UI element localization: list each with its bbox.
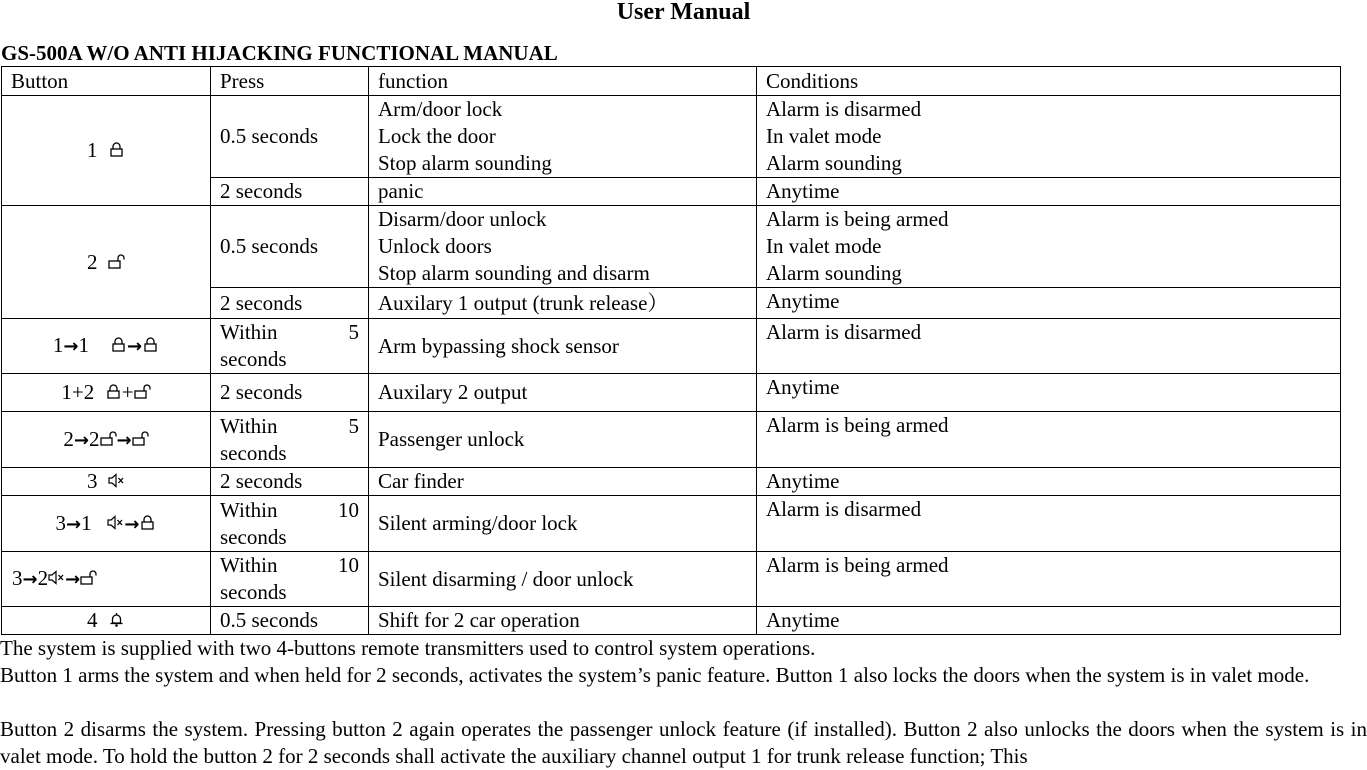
lock-icon	[110, 336, 127, 353]
plus-sign: +	[121, 380, 134, 404]
press-line	[220, 413, 359, 440]
function-cell: panic	[369, 178, 757, 206]
arrow-icon: →	[73, 429, 89, 451]
button-number: 4	[87, 608, 98, 632]
table-row	[2, 319, 1341, 374]
table-header-row	[2, 67, 1341, 96]
paragraph: Button 1 arms the system and when held for 2 seconds, activates the system’s panic feature. Button 1 also locks the doors when the system is in valet mode.	[0, 663, 1310, 687]
button-number: 1	[78, 333, 89, 357]
condition-cell: Alarm is disarmed	[757, 496, 1341, 552]
button-number: 2	[87, 249, 98, 274]
button-number: 2	[89, 426, 100, 451]
table-row	[2, 412, 1341, 468]
button-number: 3	[87, 469, 98, 493]
lock-icon	[105, 383, 122, 400]
press-cell: 2 seconds	[211, 288, 369, 319]
manual-subtitle: GS-500A W/O ANTI HIJACKING FUNCTIONAL MANUAL	[1, 41, 558, 65]
condition-line: In valet mode	[766, 124, 882, 148]
press-value: 5	[348, 320, 359, 344]
function-line: Unlock doors	[378, 234, 492, 258]
condition-cell: Anytime	[757, 607, 1341, 635]
table-row	[2, 206, 1341, 288]
press-word: Within	[220, 413, 278, 438]
unlock-icon	[100, 430, 117, 447]
arrow-icon: →	[127, 336, 143, 357]
press-cell	[211, 552, 369, 607]
condition-cell: Alarm is being armed	[757, 552, 1341, 607]
press-line: seconds	[220, 580, 287, 604]
press-line	[220, 497, 359, 524]
table-row	[2, 468, 1341, 496]
condition-line: Alarm sounding	[766, 261, 902, 285]
function-cell: Silent disarming / door unlock	[369, 552, 757, 607]
button-cell	[2, 412, 211, 468]
press-word: Within	[220, 320, 278, 344]
condition-cell: Anytime	[757, 288, 1341, 319]
bell-icon	[108, 611, 125, 628]
condition-cell	[757, 96, 1341, 178]
press-line: seconds	[220, 524, 287, 549]
button-cell	[2, 374, 211, 412]
unlock-icon	[132, 430, 149, 447]
button-number: 1	[52, 333, 64, 357]
function-cell: Car finder	[369, 468, 757, 496]
header-press: Press	[211, 67, 369, 96]
function-cell: Auxilary 2 output	[369, 374, 757, 412]
function-cell: Arm bypassing shock sensor	[369, 319, 757, 374]
press-line: seconds	[220, 440, 287, 465]
condition-line: Alarm is being armed	[766, 207, 949, 231]
button-cell	[2, 319, 211, 374]
page-title: User Manual	[616, 0, 751, 25]
press-value: 10	[338, 497, 359, 522]
function-line: Disarm/door unlock	[378, 207, 547, 231]
lock-icon	[139, 514, 156, 531]
press-cell: 2 seconds	[211, 178, 369, 206]
press-cell: 2 seconds	[211, 374, 369, 412]
function-cell	[369, 206, 757, 288]
press-line	[220, 319, 359, 346]
header-button: Button	[2, 67, 211, 96]
press-cell: 0.5 seconds	[211, 607, 369, 635]
press-value: 10	[338, 553, 359, 577]
function-cell: Passenger unlock	[369, 412, 757, 468]
arrow-icon: →	[124, 513, 140, 535]
arrow-icon: →	[66, 513, 82, 535]
press-cell	[211, 496, 369, 552]
condition-cell: Alarm is disarmed	[757, 319, 1341, 374]
function-cell: Silent arming/door lock	[369, 496, 757, 552]
arrow-icon: →	[116, 429, 132, 451]
paragraph: Button 2 disarms the system. Pressing button 2 again operates the passenger unlock feature (if installed). Button 2 also unlocks the doors when the system is in valet mode. To hold the button 2 for 2 seconds shall activate the auxiliary channel output 1 for trunk release function; This	[0, 717, 1367, 768]
condition-line: In valet mode	[766, 234, 882, 258]
press-word: Within	[220, 553, 278, 577]
table-row	[2, 607, 1341, 635]
press-cell: 0.5 seconds	[211, 206, 369, 288]
condition-cell: Anytime	[757, 374, 1341, 412]
button-cell	[2, 496, 211, 552]
lock-icon	[142, 336, 159, 353]
condition-cell: Alarm is being armed	[757, 412, 1341, 468]
button-cell	[2, 468, 211, 496]
function-line: Arm/door lock	[378, 97, 503, 121]
button-number: 3	[55, 510, 67, 535]
condition-line: Alarm sounding	[766, 151, 902, 175]
press-cell	[211, 412, 369, 468]
press-value: 5	[348, 413, 359, 438]
condition-cell	[757, 206, 1341, 288]
function-line: Lock the door	[378, 124, 496, 148]
table-row	[2, 374, 1341, 412]
button-number: 2	[63, 426, 74, 451]
table-row	[2, 496, 1341, 552]
function-cell	[369, 96, 757, 178]
button-number: 1	[87, 138, 98, 162]
paragraph: The system is supplied with two 4-buttons remote transmitters used to control system operations.	[0, 636, 816, 660]
button-number: 1	[81, 510, 92, 535]
button-cell	[2, 206, 211, 319]
unlock-icon	[80, 569, 97, 586]
function-line: Stop alarm sounding	[378, 151, 552, 175]
unlock-icon	[108, 253, 125, 270]
function-cell: Auxilary 1 output (trunk release）	[369, 288, 757, 319]
press-word: Within	[220, 497, 278, 522]
lock-icon	[108, 141, 125, 158]
press-cell	[211, 319, 369, 374]
button-number: 2	[37, 566, 49, 590]
table-row	[2, 96, 1341, 178]
arrow-icon: →	[63, 336, 79, 357]
button-number: 3	[12, 566, 23, 590]
function-cell: Shift for 2 car operation	[369, 607, 757, 635]
table-row	[2, 552, 1341, 607]
header-function: function	[369, 67, 757, 96]
press-cell: 2 seconds	[211, 468, 369, 496]
header-conditions: Conditions	[757, 67, 1341, 96]
button-number: 1+2	[61, 380, 95, 404]
button-cell	[2, 96, 211, 206]
condition-line: Alarm is disarmed	[766, 97, 922, 121]
mute-icon	[107, 514, 124, 531]
button-cell	[2, 552, 211, 607]
mute-icon	[108, 472, 125, 489]
condition-cell: Anytime	[757, 468, 1341, 496]
function-line: Stop alarm sounding and disarm	[378, 261, 650, 285]
press-line	[220, 552, 359, 579]
mute-icon	[48, 569, 65, 586]
arrow-icon: →	[22, 569, 38, 590]
unlock-icon	[134, 383, 151, 400]
arrow-icon: →	[65, 569, 81, 590]
condition-cell: Anytime	[757, 178, 1341, 206]
function-table	[1, 66, 1341, 635]
button-cell	[2, 607, 211, 635]
press-line: seconds	[220, 347, 287, 371]
press-cell: 0.5 seconds	[211, 96, 369, 178]
